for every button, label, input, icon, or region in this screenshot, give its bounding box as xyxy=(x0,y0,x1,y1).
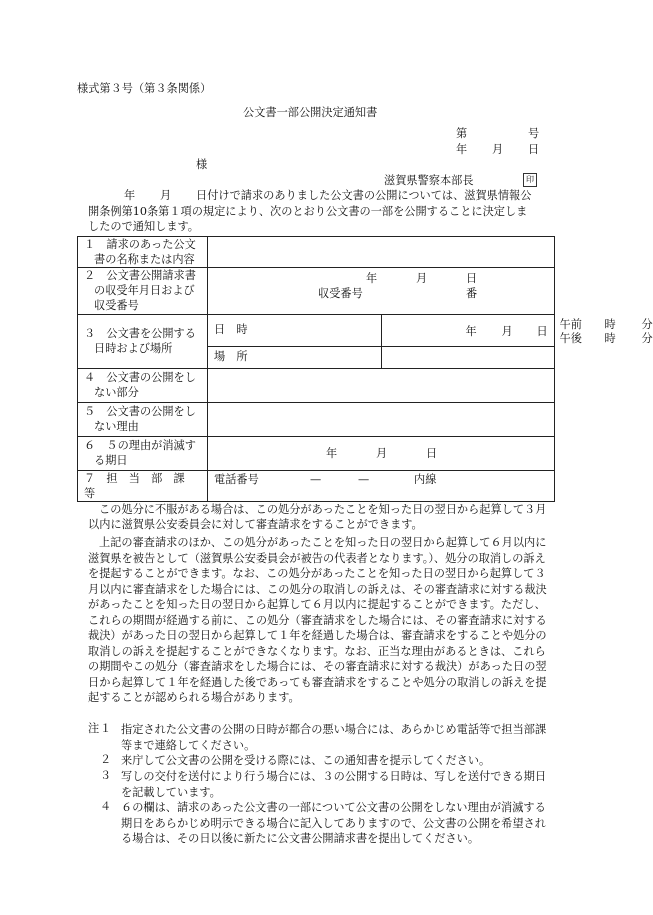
row3-am-minute: 分 xyxy=(641,317,653,331)
table-row-document-name xyxy=(78,237,555,268)
row3-pm: 午後 xyxy=(559,331,582,345)
row1-value xyxy=(208,237,555,268)
row2-label-line2: の収受年月日および xyxy=(94,284,195,298)
row3-datetime-label-cell xyxy=(208,314,382,346)
table-row-expiry-date xyxy=(78,436,555,470)
notes-prefix: 注 xyxy=(88,722,100,735)
row5-value xyxy=(208,402,555,436)
row3-pm-minute: 分 xyxy=(641,331,653,345)
row1-label-line2: 書の名称または内容 xyxy=(94,253,195,267)
table-row-undisclosed-reason xyxy=(78,402,555,436)
row2-label-line1: ２ 公文書公開請求書 xyxy=(84,269,196,283)
row3-am: 午前 xyxy=(559,317,582,331)
intro-month: 月 xyxy=(160,189,172,202)
note-3-number: ３ xyxy=(100,769,112,782)
date-day: 日 xyxy=(528,143,540,156)
row3-label-line1: ３ 公文書を公開する xyxy=(84,326,196,340)
row2-year: 年 xyxy=(366,272,378,286)
note-4-number: ４ xyxy=(100,800,112,813)
row2-month: 月 xyxy=(416,272,428,286)
row2-label-line3: 収受番号 xyxy=(94,299,139,313)
row6-label-line2: る期日 xyxy=(94,454,128,468)
row2-value xyxy=(208,268,555,314)
note-2-number: ２ xyxy=(100,753,112,766)
row2-receipt-suffix: 番 xyxy=(466,287,478,301)
intro-line1: 日付けで請求のありました公文書の公開については、滋賀県情報公 xyxy=(196,189,532,202)
notice-table xyxy=(77,236,653,502)
row3-month: 月 xyxy=(501,324,513,338)
row3-year: 年 xyxy=(465,324,477,338)
row3-label xyxy=(78,314,208,368)
row6-label-line1: ６ ５の理由が消滅す xyxy=(84,438,196,452)
row3-day: 日 xyxy=(536,324,548,338)
row2-day: 日 xyxy=(466,272,478,286)
row3-label-line2: 日時および場所 xyxy=(94,342,173,356)
doc-number-suffix: 号 xyxy=(528,127,540,140)
row6-day: 日 xyxy=(426,446,438,460)
row4-label-line1: ４ 公文書の公開をし xyxy=(84,370,196,384)
row3-place-value xyxy=(381,346,555,368)
form-number: 様式第３号（第３条関係） xyxy=(77,82,212,95)
addressee-suffix: 様 xyxy=(196,158,208,171)
row2-receipt-label: 収受番号 xyxy=(318,287,363,301)
note-1-number: １ xyxy=(100,722,112,735)
intro-line3: したので通知します。 xyxy=(88,220,199,233)
row6-year: 年 xyxy=(326,446,338,460)
row2-label xyxy=(78,268,208,314)
row6-label xyxy=(78,436,208,470)
table-row-datetime xyxy=(78,314,555,346)
row3-place-label: 場 所 xyxy=(214,350,248,364)
row5-label-line1: ５ 公文書の公開をし xyxy=(84,404,196,418)
row7-label: ７ 担 当 部 課 等 xyxy=(84,471,196,500)
seal-mark: 印 xyxy=(523,173,537,187)
row7-phone-label: 電話番号 xyxy=(214,472,259,486)
row7-dash-1: — xyxy=(310,472,322,486)
row1-label-line1: １ 請求のあった公文 xyxy=(84,238,196,251)
row7-dash-2: — xyxy=(358,472,370,486)
row3-am-hour: 時 xyxy=(604,317,616,331)
row7-label-cell xyxy=(78,470,208,501)
row4-label-line2: ない部分 xyxy=(94,386,139,400)
row5-label-line2: ない理由 xyxy=(94,420,139,434)
note-1-text: 指定された公文書の公開の日時が都合の悪い場合には、あらかじめ電話等で担当部課等まで連絡してください。 xyxy=(121,723,547,752)
document-title: 公文書一部公開決定通知書 xyxy=(243,106,378,119)
row1-label xyxy=(78,237,208,268)
appeal-paragraph-2: 上記の審査請求のほか、この処分があったことを知った日の翌日から起算して６月以内に滋賀県を被告として（滋賀県公安委員会が被告の代表者となります。）、処分の取消しの訴えを提起することができます。なお、この処分があったことを知った日の翌日から起算して３月以内に審査請求をした場合には、この処分の取消しの訴えは、その審査請求に対する裁決があったことを知った日の翌日から起算して６月以内に提起することができます。ただし、これらの期間が経過する前に、この処分（審査請求をした場合には、その審査請求に対する裁決）があった日の翌日から起算して１年を経過した場合は、審査請求をすることや処分の取消しの訴えを提起することができなくなります。なお、正当な理由があるときは、これらの期間やこの処分（審査請求をした場合には、その審査請求に対する裁決）があった日の翌日から起算して１年を経過した後であっても審査請求をすることや処分の取消しの訴えを提起することが認められる場合があります。 xyxy=(88,536,547,704)
row3-datetime-value xyxy=(381,314,653,346)
appeal-paragraph-1: この処分に不服がある場合は、この処分があったことを知った日の翌日から起算して３月以内に滋賀県公安委員会に対して審査請求をすることができます。 xyxy=(88,503,547,531)
row7-extension: 内線 xyxy=(414,472,437,486)
date-year: 年 xyxy=(456,143,468,156)
row6-value xyxy=(208,436,555,470)
table-row-department xyxy=(78,470,555,501)
intro-line2: 開条例第10条第１項の規定により、次のとおり公文書の一部を公開することに決定しま xyxy=(88,205,528,218)
note-4-text: ６の欄は、請求のあった公文書の一部について公文書の公開をしない理由が消滅する期日をあらかじめ明示できる場合に記入してありますので、公文書の公開を希望される場合は、その日以後に新たに公文書公開請求書を提出してください。 xyxy=(121,801,546,845)
row3-pm-hour: 時 xyxy=(604,331,616,345)
issuer-name: 滋賀県警察本部長 xyxy=(384,174,474,187)
table-row-undisclosed-part xyxy=(78,368,555,402)
row4-value xyxy=(208,368,555,402)
note-2-text: 来庁して公文書の公開を受ける際には、この通知書を提示してください。 xyxy=(121,754,491,767)
row6-month: 月 xyxy=(376,446,388,460)
row7-value xyxy=(208,470,555,501)
table-row-receipt xyxy=(78,268,555,314)
intro-year: 年 xyxy=(124,189,136,202)
row3-place-label-cell xyxy=(208,346,382,368)
date-month: 月 xyxy=(492,143,504,156)
row5-label xyxy=(78,402,208,436)
doc-number-prefix: 第 xyxy=(456,127,468,140)
note-3-text: 写しの交付を送付により行う場合には、３の公開する日時は、写しを送付できる期日を記載しています。 xyxy=(121,770,547,799)
row3-datetime-label: 日 時 xyxy=(214,323,248,337)
row4-label xyxy=(78,368,208,402)
